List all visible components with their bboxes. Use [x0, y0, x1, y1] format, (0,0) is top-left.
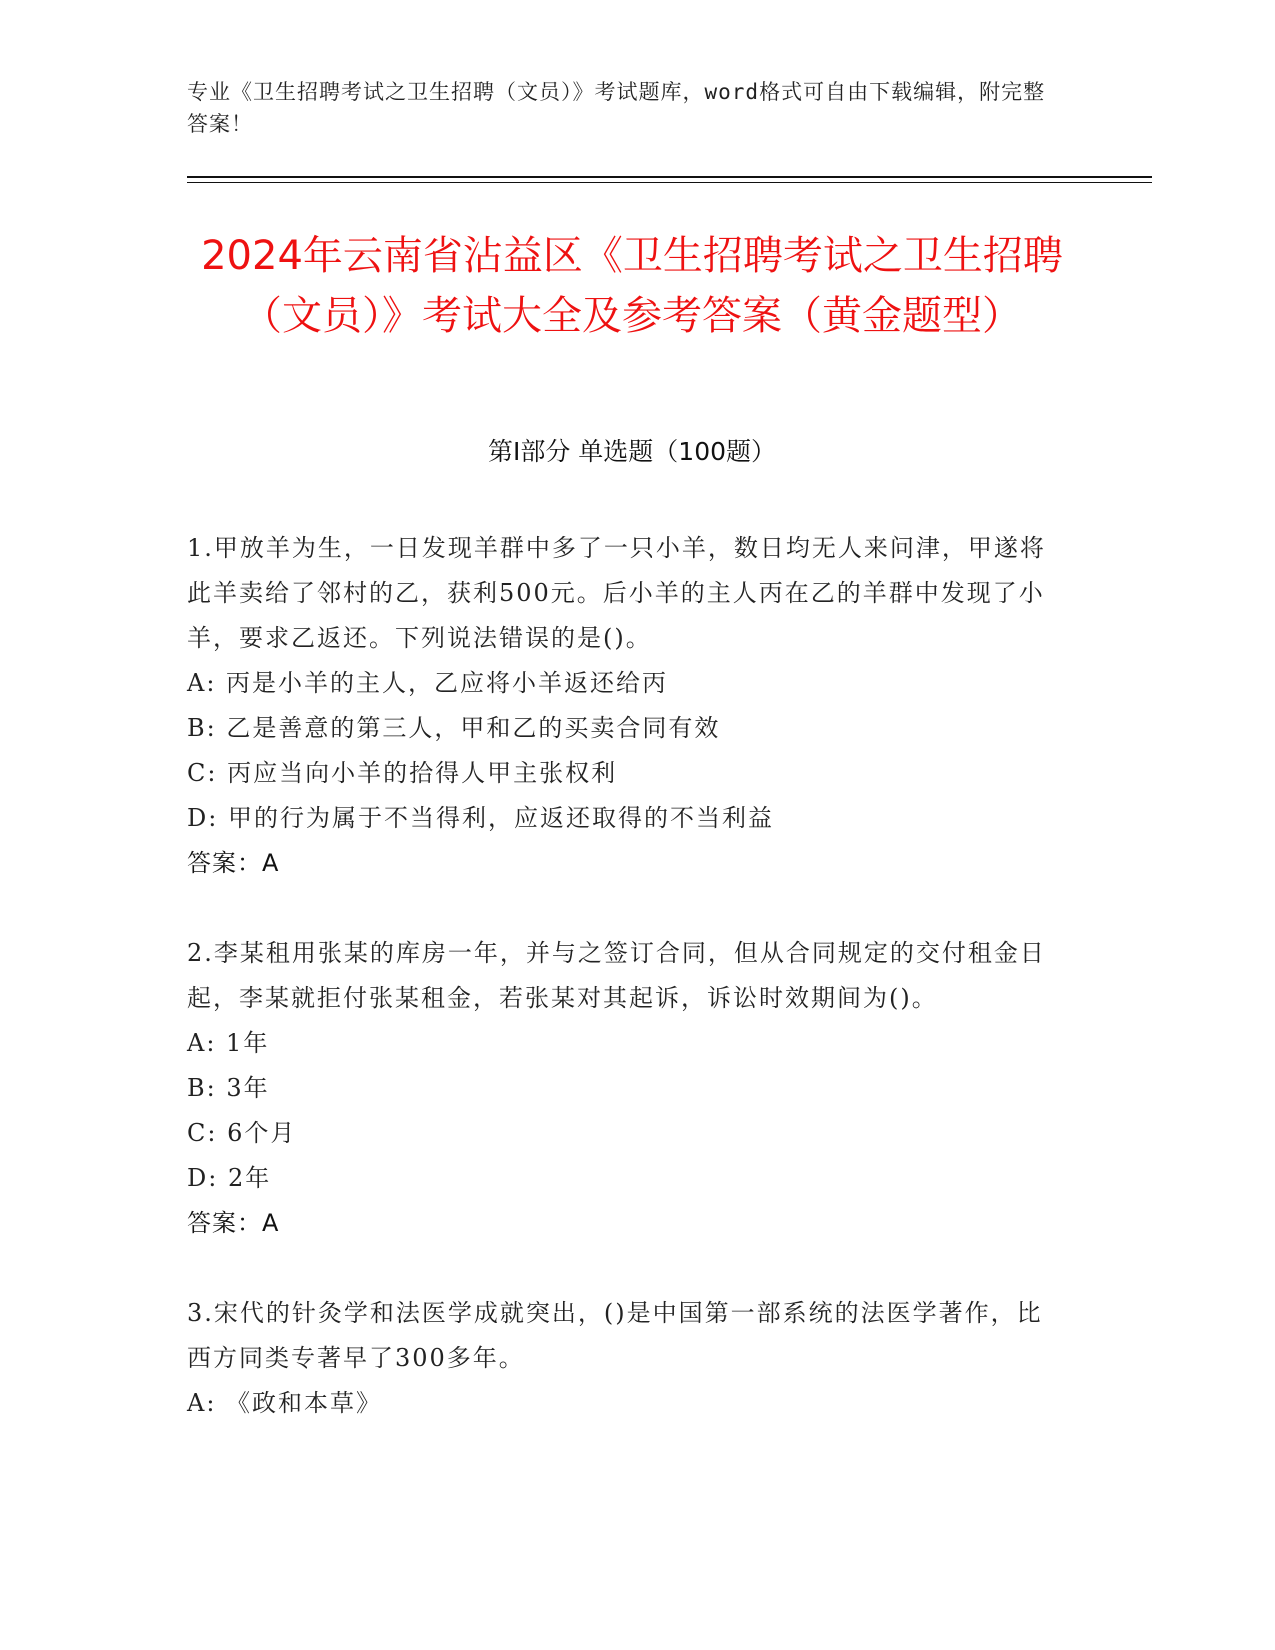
option-b: B: 3年 — [187, 1074, 270, 1102]
question-3 — [187, 1291, 1067, 1426]
question-list — [187, 526, 1067, 1471]
question-stem: 1.甲放羊为生，一日发现羊群中多了一只小羊，数日均无人来问津，甲遂将此羊卖给了邻村的乙，获利500元。后小羊的主人丙在乙的羊群中发现了小羊，要求乙返还。下列说法错误的是()。 — [187, 534, 1046, 652]
option-d: D: 2年 — [187, 1164, 272, 1192]
answer-line: 答案：A — [187, 1209, 280, 1237]
option-a: A: 1年 — [187, 1029, 270, 1057]
option-b: B: 乙是善意的第三人，甲和乙的买卖合同有效 — [187, 714, 721, 742]
answer-line: 答案：A — [187, 849, 280, 877]
option-a: A: 《政和本草》 — [187, 1389, 383, 1417]
question-1 — [187, 526, 1067, 886]
option-d: D: 甲的行为属于不当得利，应返还取得的不当利益 — [187, 804, 774, 832]
option-c: C: 6个月 — [187, 1119, 297, 1147]
question-2 — [187, 931, 1067, 1246]
header-divider-thin — [187, 182, 1152, 183]
header-divider-thick — [187, 176, 1152, 178]
question-stem: 3.宋代的针灸学和法医学成就突出，()是中国第一部系统的法医学著作，比西方同类专著早了300多年。 — [187, 1299, 1043, 1372]
document-title: 2024年云南省沾益区《卫生招聘考试之卫生招聘（文员）》考试大全及参考答案（黄金题型） — [201, 233, 1063, 339]
section-title: 第I部分 单选题（100题） — [487, 437, 777, 466]
option-a: A: 丙是小羊的主人，乙应将小羊返还给丙 — [187, 669, 669, 697]
question-stem: 2.李某租用张某的库房一年，并与之签订合同，但从合同规定的交付租金日起，李某就拒付张某租金，若张某对其起诉，诉讼时效期间为()。 — [187, 939, 1046, 1012]
header-note: 专业《卫生招聘考试之卫生招聘（文员）》考试题库，word格式可自由下载编辑，附完整答案！ — [187, 80, 1046, 136]
option-c: C: 丙应当向小羊的拾得人甲主张权利 — [187, 759, 618, 787]
